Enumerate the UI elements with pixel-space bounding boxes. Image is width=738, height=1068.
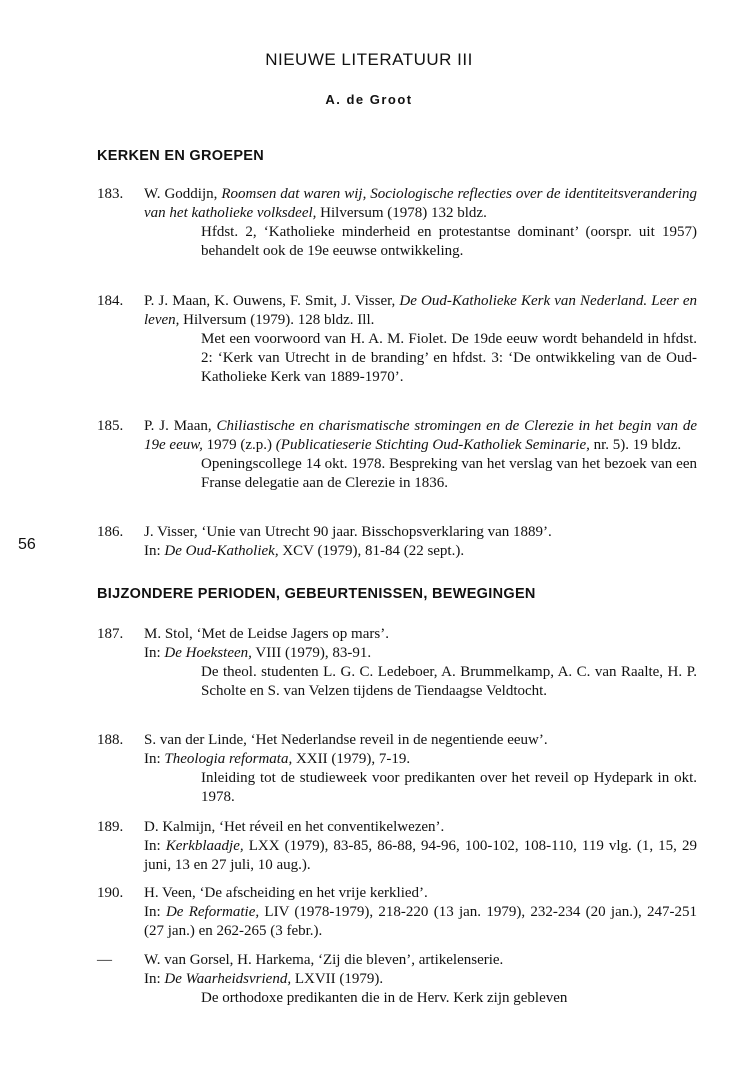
entry-number: 183. [97, 186, 124, 202]
entry-184 [97, 292, 697, 387]
entry-188 [97, 731, 697, 807]
entry-citation: H. Veen, ‘De afscheiding en het vrije kerklied’. In: De Reformatie, LIV (1978-1979), 218-220 (13 jan. 1979), 232-234 (20 jan.), 247-251 (27 jan.) en 262-265 (3 febr.). [144, 885, 697, 939]
entry-number: 188. [97, 732, 124, 748]
entry-number: — [97, 952, 112, 968]
entry-190 [97, 884, 697, 941]
section-heading-perioden: BIJZONDERE PERIODEN, GEBEURTENISSEN, BEWEGINGEN [97, 586, 536, 602]
entry-number: 189. [97, 819, 124, 835]
journal-title: De Oud-Katholiek, [164, 543, 279, 559]
entry-183 [97, 185, 697, 261]
series-title: (Publicatieserie Stichting Oud-Katholiek Seminarie, [275, 437, 590, 453]
entry-187 [97, 625, 697, 701]
entry-annotation: De theol. studenten L. G. C. Ledeboer, A. Brummelkamp, A. C. van Raalte, H. P. Scholte en S. van Velzen tijdens de Tiendaagse Veldtocht. [201, 664, 697, 699]
journal-title: De Reformatie, [165, 904, 260, 920]
entry-citation: M. Stol, ‘Met de Leidse Jagers op mars’. In: De Hoeksteen, VIII (1979), 83-91. [144, 626, 389, 661]
entry-annotation: Met een voorwoord van H. A. M. Fiolet. De 19de eeuw wordt behandeld in hfdst. 2: ‘Kerk van Utrecht in de branding’ en hfdst. 3: ‘De ontwikkeling van de Oud-Katholieke Kerk van 1889-1970’. [201, 331, 697, 385]
entry-citation: P. J. Maan, Chiliastische en charismatische stromingen en de Clerezie in het begin van de 19e eeuw, 1979 (z.p.) (Publicatieserie Stichting Oud-Katholiek Seminarie, nr. 5). 19 bldz. [144, 418, 697, 453]
entry-number: 184. [97, 293, 124, 309]
entry-186 [97, 523, 697, 561]
entry-annotation: Inleiding tot de studieweek voor predikanten over het reveil op Hydepark in okt. 1978. [201, 770, 697, 805]
entry-annotation: Hfdst. 2, ‘Katholieke minderheid en protestantse dominant’ (oorspr. uit 1957) behandelt ook de 19e eeuwse ontwikkeling. [201, 224, 697, 259]
entry-number: 190. [97, 885, 124, 901]
page-number: 56 [18, 536, 36, 553]
entry-citation: P. J. Maan, K. Ouwens, F. Smit, J. Visser, De Oud-Katholieke Kerk van Nederland. Leer en leven, Hilversum (1979). 128 bldz. Ill. [144, 293, 698, 328]
journal-title: De Waarheidsvriend, [164, 971, 292, 987]
entry-number: 187. [97, 626, 124, 642]
entry-citation: W. van Gorsel, H. Harkema, ‘Zij die bleven’, artikelenserie. In: De Waarheidsvriend, LXVII (1979). [144, 952, 504, 987]
journal-title: Theologia reformata, [164, 751, 293, 767]
page-title: NIEUWE LITERATUUR III [265, 50, 473, 69]
author-name: A. de Groot [325, 92, 413, 107]
entry-citation: W. Goddijn, Roomsen dat waren wij, Sociologische reflecties over de identiteitsverandering van het katholieke volksdeel, Hilversum (1978) 132 bldz. [144, 186, 697, 221]
section-heading-kerken: KERKEN EN GROEPEN [97, 148, 265, 164]
journal-title: Kerkblaadje, [165, 838, 244, 854]
entry-citation: D. Kalmijn, ‘Het réveil en het conventikelwezen’. In: Kerkblaadje, LXX (1979), 83-85, 86-88, 94-96, 100-102, 108-110, 119 vlg. (1, 15, 29 juni, 13 en 27 juli, 10 aug.). [144, 819, 697, 873]
entry-annotation: De orthodoxe predikanten die in de Herv. Kerk zijn gebleven [201, 990, 568, 1006]
entry-citation: J. Visser, ‘Unie van Utrecht 90 jaar. Bisschopsverklaring van 1889’. In: De Oud-Katholiek, XCV (1979), 81-84 (22 sept.). [144, 524, 552, 559]
work-title: Chiliastische en charismatische stromingen en de Clerezie in het begin van de 19e eeuw, [144, 418, 697, 453]
entry-dash [97, 951, 697, 1008]
journal-title: De Hoeksteen, [164, 645, 252, 661]
entry-number: 185. [97, 418, 124, 434]
entry-189 [97, 818, 697, 875]
work-title: Roomsen dat waren wij, Sociologische reflecties over de identiteitsverandering van het katholieke volksdeel, [144, 186, 697, 221]
entry-citation: S. van der Linde, ‘Het Nederlandse reveil in de negentiende eeuw’. In: Theologia reformata, XXII (1979), 7-19. [144, 732, 548, 767]
work-title: De Oud-Katholieke Kerk van Nederland. Leer en leven, [144, 293, 698, 328]
entry-annotation: Openingscollege 14 okt. 1978. Bespreking van het verslag van het bezoek van een Franse delegatie aan de Clerezie in 1836. [201, 456, 697, 491]
entry-number: 186. [97, 524, 124, 540]
entry-185 [97, 417, 697, 493]
